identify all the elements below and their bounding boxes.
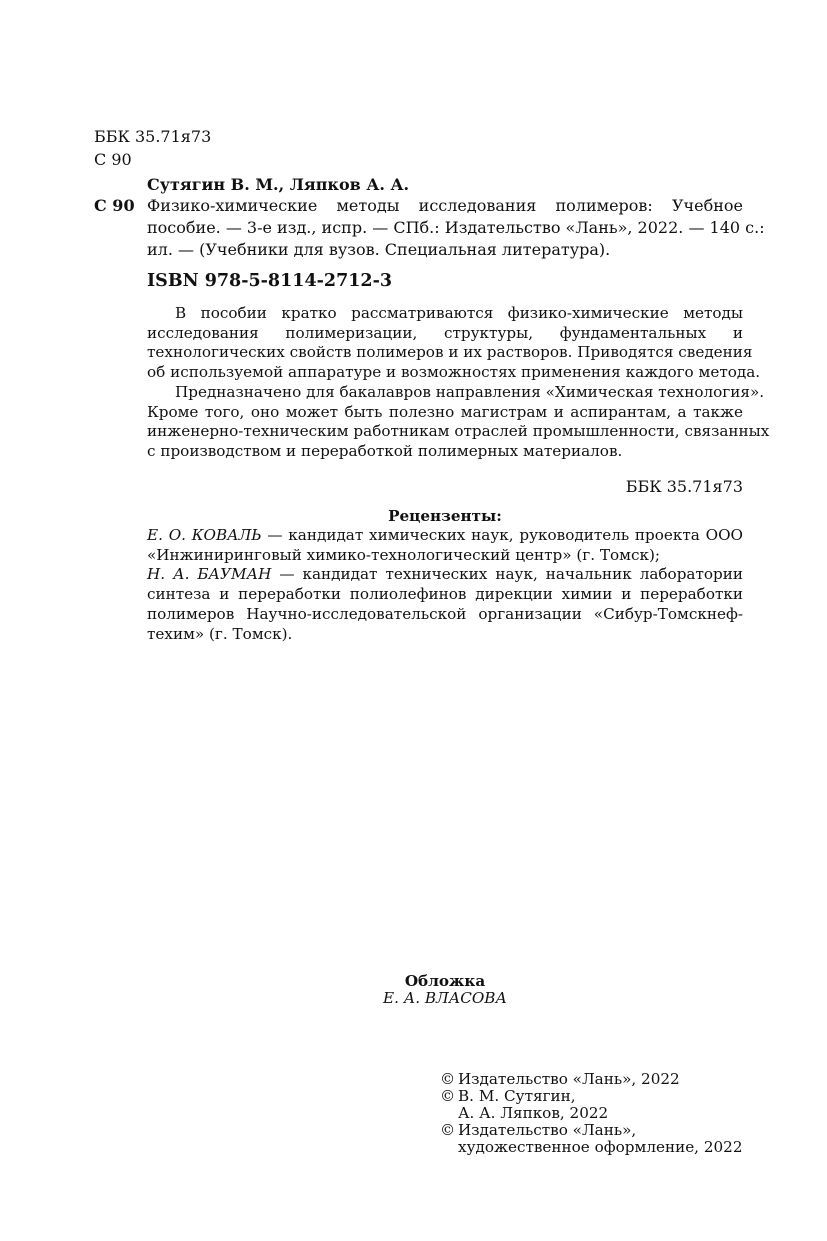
cover-artist: Е. А. ВЛАСОВА	[383, 989, 507, 1007]
reviewer-line: «Инжиниринговый химико-технологический центр» (г. Томск);	[147, 545, 661, 564]
bbk-code-bottom: ББК 35.71я73	[625, 477, 743, 496]
author-mark: С 90	[94, 150, 132, 169]
isbn: ISBN 978-5-8114-2712-3	[147, 271, 393, 291]
annotation	[147, 304, 770, 462]
author-mark-margin: С 90	[94, 196, 135, 215]
bibliographic-line: Физико-химические методы исследования полимеров: Учебное	[147, 196, 743, 215]
reviewer-line: Е. О. КОВАЛЬ — кандидат химических наук, руководитель проекта ООО	[147, 526, 743, 544]
copyright-line: художественное оформление, 2022	[458, 1138, 743, 1156]
annotation-line: Предназначено для бакалавров направления «Химическая технология».	[175, 382, 765, 401]
copyright-symbol: ©	[440, 1070, 456, 1088]
reviewer-name: Н. А. БАУМАН	[147, 565, 272, 584]
copyright-block	[440, 1071, 750, 1156]
authors: Сутягин В. М., Ляпков А. А.	[147, 175, 410, 194]
cover-heading: Обложка	[404, 972, 486, 990]
reviewer-line: техим» (г. Томск).	[147, 624, 293, 643]
reviewers-heading: Рецензенты:	[388, 507, 502, 525]
copyright-line: © В. М. Сутягин,	[440, 1087, 576, 1105]
bbk-code-top: ББК 35.71я73	[94, 127, 212, 146]
copyright-line: © Издательство «Лань», 2022	[440, 1070, 680, 1088]
copyright-symbol: ©	[440, 1121, 456, 1139]
bibliographic-line: пособие. — 3-е изд., испр. — СПб.: Издательство «Лань», 2022. — 140 с.:	[147, 218, 765, 237]
reviewer-name: Е. О. КОВАЛЬ	[147, 526, 262, 544]
copyright-line: А. А. Ляпков, 2022	[458, 1104, 609, 1122]
annotation-line: с производством и переработкой полимерных материалов.	[147, 441, 623, 460]
annotation-line: В пособии кратко рассматриваются физико-химические методы	[175, 304, 743, 322]
reviewer-line: Н. А. БАУМАН — кандидат технических наук, начальник лаборатории	[147, 565, 743, 584]
bibliographic-line: ил. — (Учебники для вузов. Специальная литература).	[147, 240, 611, 259]
reviewers-list	[147, 526, 743, 644]
bibliographic-description	[147, 195, 765, 261]
annotation-line: инженерно-техническим работникам отраслей промышленности, связанных	[147, 422, 770, 441]
annotation-line: исследования полимеризации, структуры, фундаментальных и	[147, 323, 743, 342]
copyright-symbol: ©	[440, 1087, 456, 1105]
annotation-line: технологических свойств полимеров и их растворов. Приводятся сведения	[147, 343, 753, 362]
annotation-line: об используемой аппаратуре и возможностях применения каждого метода.	[147, 363, 761, 382]
reviewer-line: полимеров Научно-исследовательской организации «Сибур-Томскнеф-	[147, 604, 743, 623]
copyright-line: © Издательство «Лань»,	[440, 1121, 637, 1139]
annotation-line: Кроме того, оно может быть полезно магистрам и аспирантам, а также	[147, 402, 743, 421]
reviewer-line: синтеза и переработки полиолефинов дирекции химии и переработки	[147, 585, 743, 604]
